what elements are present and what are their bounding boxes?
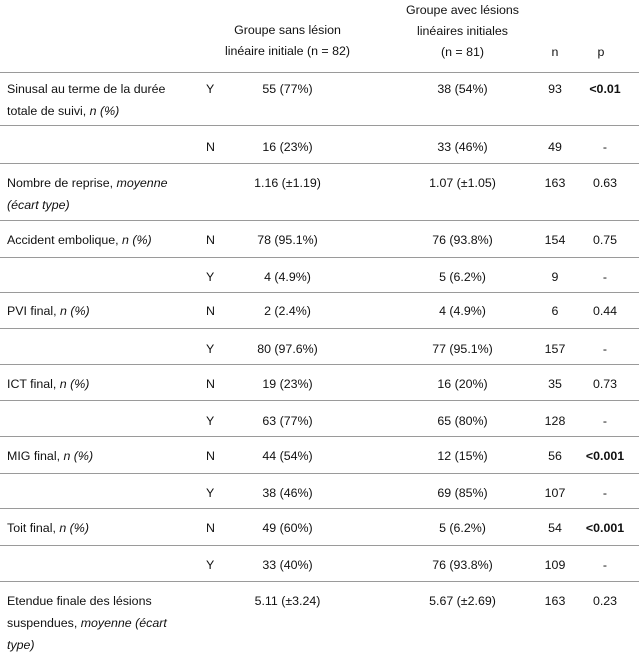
header-p: p	[597, 45, 605, 59]
yes-no-cell: Y	[206, 270, 215, 284]
yes-no-cell: Y	[206, 558, 215, 572]
n-cell: 109	[544, 558, 566, 572]
group2-value-cell: 76 (93.8%)	[432, 558, 493, 572]
group1-value-cell: 44 (54%)	[262, 449, 313, 463]
row-divider	[0, 220, 639, 221]
n-cell: 107	[544, 486, 566, 500]
header-group2-line3: (n = 81)	[440, 45, 485, 59]
p-value-cell: <0.01	[589, 82, 621, 96]
row-label	[7, 517, 195, 539]
row-label-unit: n (%)	[59, 377, 90, 391]
group2-value-cell: 38 (54%)	[437, 82, 488, 96]
row-label	[7, 300, 195, 322]
row-label-unit: n (%)	[63, 449, 94, 463]
header-n: n	[551, 45, 559, 59]
row-label-text: Sinusal au terme de la durée totale de suivi,	[7, 82, 166, 118]
row-divider	[0, 545, 639, 546]
group2-value-cell: 5 (6.2%)	[439, 521, 486, 535]
yes-no-cell: N	[206, 377, 215, 391]
yes-no-cell: N	[206, 140, 215, 154]
row-divider	[0, 473, 639, 474]
row-label-unit: n (%)	[60, 304, 90, 318]
p-value-cell: 0.73	[592, 377, 618, 391]
n-cell: 35	[548, 377, 562, 391]
n-cell: 54	[548, 521, 562, 535]
group1-value-cell: 55 (77%)	[262, 82, 313, 96]
yes-no-cell: Y	[206, 82, 215, 96]
group1-value-cell: 16 (23%)	[262, 140, 313, 154]
row-divider	[0, 257, 639, 258]
row-label	[7, 78, 195, 122]
p-value-cell: -	[602, 270, 608, 284]
p-value-cell: -	[602, 140, 608, 154]
row-label-text: Accident embolique,	[7, 233, 123, 247]
p-value-cell: 0.63	[592, 176, 618, 190]
row-divider	[0, 508, 639, 509]
p-value-cell: -	[602, 558, 608, 572]
row-label-text: MIG final,	[7, 449, 64, 463]
row-label-text: ICT final,	[7, 377, 60, 391]
group2-value-cell: 76 (93.8%)	[432, 233, 493, 247]
yes-no-cell: Y	[206, 414, 215, 428]
n-cell: 93	[548, 82, 562, 96]
row-label	[7, 373, 195, 395]
row-label	[7, 229, 195, 251]
group2-value-cell: 5.67 (±2.69)	[429, 594, 496, 608]
p-value-cell: 0.23	[592, 594, 618, 608]
p-value-cell: <0.001	[585, 449, 625, 463]
row-label	[7, 172, 195, 216]
yes-no-cell: N	[206, 449, 215, 463]
n-cell: 6	[551, 304, 559, 318]
group2-value-cell: 69 (85%)	[437, 486, 488, 500]
p-value-cell: -	[602, 486, 608, 500]
p-value-cell: -	[602, 342, 608, 356]
group2-value-cell: 4 (4.9%)	[439, 304, 486, 318]
group2-value-cell: 65 (80%)	[437, 414, 488, 428]
header-group2-line2: linéaires initiales	[417, 24, 508, 38]
n-cell: 49	[548, 140, 562, 154]
row-divider	[0, 292, 639, 293]
group1-value-cell: 1.16 (±1.19)	[254, 176, 321, 190]
row-divider	[0, 364, 639, 365]
group2-value-cell: 12 (15%)	[437, 449, 488, 463]
row-label-unit: moyenne (écart type)	[7, 176, 168, 212]
group1-value-cell: 33 (40%)	[262, 558, 313, 572]
group2-value-cell: 77 (95.1%)	[432, 342, 493, 356]
group1-value-cell: 38 (46%)	[262, 486, 313, 500]
row-label-text: Nombre de reprise,	[7, 176, 117, 190]
group1-value-cell: 49 (60%)	[262, 521, 313, 535]
n-cell: 163	[544, 594, 566, 608]
yes-no-cell: N	[206, 233, 215, 247]
yes-no-cell: N	[206, 521, 215, 535]
n-cell: 9	[551, 270, 559, 284]
row-divider	[0, 400, 639, 401]
group2-value-cell: 16 (20%)	[437, 377, 488, 391]
yes-no-cell: N	[206, 304, 215, 318]
row-label-unit: n (%)	[59, 521, 89, 535]
group1-value-cell: 2 (2.4%)	[264, 304, 311, 318]
row-divider	[0, 163, 639, 164]
p-value-cell: 0.75	[592, 233, 618, 247]
n-cell: 163	[544, 176, 566, 190]
header-group2-line1: Groupe avec lésions	[406, 3, 519, 17]
row-label-unit: moyenne (écart type)	[7, 616, 167, 652]
group2-value-cell: 1.07 (±1.05)	[429, 176, 496, 190]
yes-no-cell: Y	[206, 342, 215, 356]
p-value-cell: 0.44	[592, 304, 618, 318]
group1-value-cell: 19 (23%)	[262, 377, 313, 391]
row-label-text: PVI final,	[7, 304, 61, 318]
row-divider	[0, 328, 639, 329]
row-label-text: Toit final,	[7, 521, 60, 535]
row-divider	[0, 581, 639, 582]
group1-value-cell: 5.11 (±3.24)	[254, 594, 321, 608]
group1-value-cell: 4 (4.9%)	[264, 270, 311, 284]
group2-value-cell: 5 (6.2%)	[439, 270, 486, 284]
group1-value-cell: 78 (95.1%)	[257, 233, 318, 247]
yes-no-cell: Y	[206, 486, 215, 500]
n-cell: 128	[544, 414, 566, 428]
header-rule	[0, 72, 639, 73]
header-group1-line2: linéaire initiale (n = 82)	[224, 44, 350, 58]
header-group-without-lesion	[205, 20, 370, 62]
row-divider	[0, 436, 639, 437]
row-divider	[0, 125, 639, 126]
header-group1-line1: Groupe sans lésion	[234, 23, 341, 37]
p-value-cell: <0.001	[585, 521, 625, 535]
group1-value-cell: 80 (97.6%)	[257, 342, 318, 356]
row-label-text: Etendue finale des lésions suspendues,	[7, 594, 152, 630]
group2-value-cell: 33 (46%)	[437, 140, 488, 154]
row-label	[7, 445, 195, 467]
n-cell: 157	[544, 342, 566, 356]
p-value-cell: -	[602, 414, 608, 428]
row-label-unit: n (%)	[89, 104, 120, 118]
group1-value-cell: 63 (77%)	[262, 414, 313, 428]
header-group-with-lesions	[380, 0, 545, 63]
row-label	[7, 590, 195, 656]
n-cell: 154	[544, 233, 566, 247]
n-cell: 56	[548, 449, 562, 463]
row-label-unit: n (%)	[122, 233, 152, 247]
